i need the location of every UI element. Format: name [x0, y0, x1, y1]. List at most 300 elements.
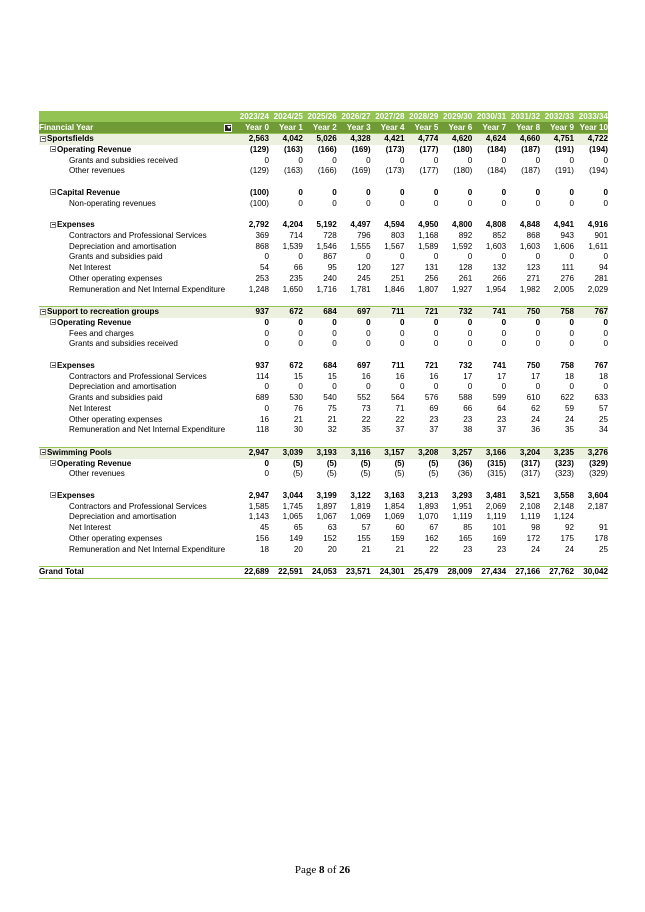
- value-cell: 1,070: [418, 512, 439, 522]
- row-label: Expenses: [57, 220, 95, 229]
- value-cell: (187): [521, 144, 541, 154]
- value-cell: 0: [501, 187, 507, 197]
- row-label-cell: [39, 545, 235, 556]
- value-cell: 162: [424, 533, 439, 543]
- value-cell: 18: [259, 544, 269, 554]
- value-cell: 697: [337, 307, 371, 318]
- financial-table: [39, 111, 608, 579]
- value-cell: 0: [264, 469, 269, 479]
- spacer-cell: [39, 209, 608, 220]
- value-cell: 37: [395, 425, 405, 435]
- header-year-cell: 2026/27: [337, 111, 371, 122]
- value-cell: 3,039: [269, 447, 303, 458]
- value-cell: 1,124: [553, 512, 574, 522]
- value-cell: 369: [255, 230, 269, 240]
- row-label: Remuneration and Net Internal Expenditure: [69, 284, 226, 294]
- value-cell: 1,951: [452, 501, 473, 511]
- value-cell: (5): [292, 458, 303, 468]
- value-cell: (191): [555, 166, 574, 176]
- value-cell: 732: [438, 307, 472, 318]
- value-cell: 1,781: [350, 284, 371, 294]
- value-cell: 3,235: [540, 447, 574, 458]
- value-cell: 24,301: [371, 567, 405, 579]
- collapse-toggle-icon[interactable]: [50, 146, 56, 152]
- value-cell: 2,563: [235, 134, 269, 145]
- value-cell: (100): [250, 187, 269, 197]
- row-label-cell: [39, 523, 235, 534]
- value-cell: 564: [391, 393, 405, 402]
- value-cell: 4,594: [384, 220, 405, 229]
- value-cell: 633: [594, 393, 608, 402]
- value-cell: 0: [366, 328, 371, 338]
- value-cell: 17: [497, 371, 507, 381]
- row-label: Net Interest: [69, 523, 111, 532]
- value-cell: (180): [453, 144, 473, 154]
- row-label-cell: [39, 134, 235, 145]
- value-cell: 21: [293, 414, 303, 424]
- row-label: Depreciation and amortisation: [69, 512, 177, 522]
- value-cell: 256: [424, 273, 439, 283]
- header-period-cell: Year 5: [405, 122, 439, 134]
- value-cell: 0: [569, 155, 574, 165]
- grand-total-row: [39, 567, 608, 579]
- row-label-cell: [39, 274, 235, 285]
- value-cell: 120: [357, 263, 371, 272]
- value-cell: 22,689: [235, 567, 269, 579]
- value-cell: 35: [564, 425, 574, 435]
- value-cell: 3,521: [519, 490, 541, 500]
- value-cell: 0: [467, 252, 473, 262]
- value-cell: (329): [589, 458, 608, 468]
- value-cell: 803: [391, 230, 405, 240]
- row-label-cell: [39, 145, 235, 156]
- table-row: [39, 329, 608, 340]
- value-cell: 73: [361, 403, 371, 413]
- value-cell: 1,119: [486, 512, 507, 522]
- value-cell: 3,604: [587, 490, 608, 500]
- value-cell: 758: [560, 360, 574, 370]
- value-cell: 65: [293, 523, 303, 532]
- value-cell: 2,792: [248, 220, 269, 229]
- value-cell: (184): [487, 144, 507, 154]
- row-label-cell: [39, 318, 235, 329]
- value-cell: 758: [540, 307, 574, 318]
- value-cell: 37: [497, 425, 507, 435]
- value-cell: 4,620: [438, 134, 472, 145]
- collapse-toggle-icon[interactable]: [50, 319, 56, 325]
- table-row: [39, 415, 608, 426]
- collapse-toggle-icon[interactable]: [50, 362, 56, 368]
- value-cell: 27,434: [472, 567, 506, 579]
- value-cell: 4,421: [371, 134, 405, 145]
- value-cell: 3,199: [316, 490, 337, 500]
- table-row: [39, 502, 608, 513]
- table-row: [39, 166, 608, 177]
- row-label-cell: [39, 242, 235, 253]
- value-cell: 4,722: [574, 134, 608, 145]
- header-year-row: [39, 111, 608, 122]
- row-label: Remuneration and Net Internal Expenditure: [69, 544, 226, 554]
- value-cell: 0: [400, 252, 405, 262]
- value-cell: 1,119: [452, 512, 473, 522]
- value-cell: 0: [264, 458, 269, 468]
- collapse-toggle-icon[interactable]: [50, 189, 56, 195]
- spacer-cell: [39, 350, 608, 361]
- value-cell: 0: [366, 252, 371, 262]
- value-cell: 4,660: [506, 134, 540, 145]
- value-cell: 3,208: [405, 447, 439, 458]
- value-cell: 3,193: [303, 447, 337, 458]
- value-cell: (5): [394, 469, 405, 479]
- value-cell: (177): [419, 166, 439, 176]
- value-cell: 796: [357, 230, 371, 240]
- value-cell: 152: [323, 533, 337, 543]
- value-cell: 3,122: [350, 490, 371, 500]
- value-cell: 27,166: [506, 567, 540, 579]
- value-cell: 697: [357, 360, 371, 370]
- value-cell: 131: [424, 263, 439, 272]
- value-cell: (100): [250, 198, 269, 208]
- row-label-cell: [39, 502, 235, 513]
- value-cell: 0: [366, 187, 371, 197]
- value-cell: 1,954: [485, 284, 507, 294]
- section-row: [39, 134, 608, 145]
- row-label: Expenses: [57, 360, 95, 370]
- value-cell: 38: [463, 425, 473, 435]
- value-cell: 0: [569, 339, 574, 349]
- row-label: Net Interest: [69, 263, 111, 272]
- value-cell: 711: [371, 307, 405, 318]
- value-cell: 1,546: [316, 241, 337, 251]
- value-cell: 1,069: [350, 512, 371, 522]
- value-cell: 0: [264, 155, 269, 165]
- value-cell: 530: [289, 393, 303, 402]
- row-label-cell: [39, 393, 235, 404]
- value-cell: 59: [564, 403, 574, 413]
- value-cell: 0: [433, 187, 439, 197]
- value-cell: 123: [526, 263, 541, 272]
- value-cell: 0: [433, 198, 439, 208]
- spacer-cell: [39, 295, 608, 306]
- value-cell: 0: [501, 198, 507, 208]
- value-cell: 0: [535, 155, 541, 165]
- value-cell: 0: [603, 339, 608, 349]
- page-total: 26: [339, 864, 351, 876]
- value-cell: 0: [400, 198, 405, 208]
- value-cell: 1,143: [248, 512, 269, 522]
- value-cell: 0: [400, 382, 405, 392]
- row-label: Other revenues: [69, 166, 125, 176]
- value-cell: 3,558: [553, 490, 574, 500]
- value-cell: 0: [603, 328, 608, 338]
- row-label: Grants and subsidies received: [69, 155, 178, 165]
- value-cell: 127: [391, 263, 405, 272]
- value-cell: 98: [531, 523, 541, 532]
- value-cell: 64: [497, 403, 507, 413]
- value-cell: 91: [598, 523, 608, 532]
- value-cell: 0: [400, 317, 405, 327]
- value-cell: 17: [463, 371, 473, 381]
- value-cell: 4,916: [587, 220, 608, 229]
- header-period-cell: Year 1: [269, 122, 303, 134]
- value-cell: 552: [357, 393, 371, 402]
- value-cell: 62: [531, 403, 541, 413]
- value-cell: 0: [264, 403, 269, 413]
- value-cell: (169): [351, 166, 371, 176]
- row-label: Fees and charges: [69, 328, 134, 338]
- value-cell: 0: [467, 317, 473, 327]
- value-cell: 0: [535, 339, 541, 349]
- value-cell: 1,065: [282, 512, 303, 522]
- value-cell: 728: [323, 230, 337, 240]
- value-cell: 4,042: [269, 134, 303, 145]
- value-cell: 20: [293, 544, 303, 554]
- value-cell: 71: [395, 403, 405, 413]
- table-row: [39, 263, 608, 274]
- value-cell: 25,479: [405, 567, 439, 579]
- row-label-cell: [39, 361, 235, 372]
- subgroup-row: [39, 491, 608, 502]
- row-label: Support to recreation groups: [47, 307, 159, 316]
- value-cell: 4,774: [405, 134, 439, 145]
- value-cell: (166): [317, 166, 337, 176]
- spacer-cell: [39, 555, 608, 566]
- value-cell: 3,213: [418, 490, 439, 500]
- subgroup-row: [39, 459, 608, 470]
- spacer-row: [39, 177, 608, 188]
- spacer-row: [39, 555, 608, 566]
- row-label: Sportsfields: [47, 134, 94, 143]
- value-cell: 750: [506, 307, 540, 318]
- value-cell: 0: [603, 317, 608, 327]
- collapse-toggle-icon[interactable]: [50, 222, 56, 228]
- value-cell: 1,248: [248, 284, 269, 294]
- value-cell: 1,854: [384, 501, 405, 511]
- value-cell: 0: [569, 317, 574, 327]
- value-cell: 3,257: [438, 447, 472, 458]
- value-cell: 0: [264, 317, 269, 327]
- value-cell: 66: [293, 263, 303, 272]
- header-blank-cell: [39, 111, 235, 122]
- value-cell: 57: [361, 523, 371, 532]
- value-cell: 4,497: [350, 220, 371, 229]
- row-label-cell: [39, 491, 235, 502]
- value-cell: 937: [235, 307, 269, 318]
- row-label: Grants and subsidies paid: [69, 252, 163, 262]
- value-cell: 732: [458, 360, 473, 370]
- row-label: Operating Revenue: [57, 144, 132, 154]
- header-period-cell: Year 7: [472, 122, 506, 134]
- row-label: Swimming Pools: [47, 447, 112, 457]
- subgroup-row: [39, 145, 608, 156]
- row-label-cell: [39, 199, 235, 210]
- value-cell: 0: [332, 317, 337, 327]
- header-period-cell: Year 8: [506, 122, 540, 134]
- value-cell: 937: [255, 360, 269, 370]
- value-cell: 1,716: [316, 284, 337, 294]
- collapse-toggle-icon[interactable]: [50, 460, 56, 466]
- value-cell: 21: [395, 544, 405, 554]
- value-cell: 23: [463, 414, 473, 424]
- row-label-cell: [39, 447, 235, 458]
- row-label-cell: [39, 512, 235, 523]
- collapse-toggle-icon[interactable]: [50, 492, 56, 498]
- value-cell: 128: [458, 263, 473, 272]
- value-cell: 0: [298, 328, 303, 338]
- value-cell: 0: [535, 252, 541, 262]
- value-cell: 22: [395, 414, 405, 424]
- value-cell: (173): [385, 144, 405, 154]
- value-cell: 111: [561, 263, 574, 272]
- collapse-toggle-icon[interactable]: [40, 136, 46, 142]
- value-cell: 0: [603, 252, 608, 262]
- value-cell: (5): [360, 458, 371, 468]
- value-cell: 1,168: [418, 230, 439, 240]
- value-cell: 4,950: [418, 220, 439, 229]
- value-cell: 0: [298, 339, 303, 349]
- value-cell: 892: [458, 230, 473, 240]
- value-cell: 0: [569, 328, 574, 338]
- value-cell: 0: [603, 198, 608, 208]
- value-cell: 0: [298, 155, 303, 165]
- value-cell: (36): [457, 458, 473, 468]
- table-row: [39, 231, 608, 242]
- value-cell: (163): [283, 144, 303, 154]
- value-cell: 22,591: [269, 567, 303, 579]
- value-cell: 28,009: [438, 567, 472, 579]
- value-cell: 0: [366, 339, 371, 349]
- value-cell: 3,044: [282, 490, 303, 500]
- value-cell: 1,982: [519, 284, 541, 294]
- header-year-cell: 2029/30: [438, 111, 472, 122]
- table-row: [39, 523, 608, 534]
- value-cell: 0: [332, 187, 337, 197]
- value-cell: 57: [598, 403, 608, 413]
- value-cell: 3,204: [506, 447, 540, 458]
- page-footer: [0, 864, 645, 876]
- value-cell: 266: [492, 273, 507, 283]
- row-label: Other operating expenses: [69, 414, 163, 424]
- table-row: [39, 382, 608, 393]
- row-label-cell: [39, 188, 235, 199]
- value-cell: 0: [298, 252, 303, 262]
- value-cell: 67: [429, 523, 439, 532]
- value-cell: (184): [487, 166, 507, 176]
- row-label-cell: [39, 231, 235, 242]
- row-label-cell: [39, 339, 235, 350]
- row-label-cell: [39, 220, 235, 231]
- value-cell: 178: [594, 533, 608, 543]
- value-cell: 0: [535, 187, 541, 197]
- table-row: [39, 242, 608, 253]
- value-cell: 23: [497, 414, 507, 424]
- table-row: [39, 469, 608, 480]
- value-cell: 0: [569, 187, 574, 197]
- header-period-cell: Year 9: [540, 122, 574, 134]
- value-cell: 1,585: [248, 501, 269, 511]
- value-cell: 0: [298, 187, 303, 197]
- value-cell: 114: [256, 371, 269, 381]
- value-cell: 5,192: [316, 220, 337, 229]
- value-cell: 0: [501, 382, 507, 392]
- value-cell: 852: [492, 230, 507, 240]
- row-label: Other revenues: [69, 469, 125, 479]
- value-cell: 1,119: [520, 512, 541, 522]
- value-cell: (5): [326, 469, 337, 479]
- value-cell: (5): [394, 458, 405, 468]
- value-cell: 943: [560, 230, 574, 240]
- value-cell: 0: [467, 198, 473, 208]
- row-label-cell: [39, 534, 235, 545]
- value-cell: (163): [283, 166, 303, 176]
- value-cell: 60: [395, 523, 405, 532]
- value-cell: 0: [501, 155, 507, 165]
- value-cell: 23: [463, 544, 473, 554]
- value-cell: 0: [603, 187, 608, 197]
- header-period-cell: Year 4: [371, 122, 405, 134]
- value-cell: 0: [535, 382, 541, 392]
- value-cell: 1,611: [588, 241, 608, 251]
- row-label: Net Interest: [69, 403, 111, 413]
- value-cell: (5): [326, 458, 337, 468]
- value-cell: 1,555: [350, 241, 371, 251]
- spacer-row: [39, 295, 608, 306]
- row-label: Depreciation and amortisation: [69, 382, 177, 392]
- value-cell: 155: [357, 533, 371, 543]
- value-cell: 0: [467, 187, 473, 197]
- collapse-toggle-icon[interactable]: [40, 449, 46, 455]
- value-cell: 1,927: [452, 284, 473, 294]
- page-prefix: Page: [294, 864, 319, 876]
- value-cell: 0: [298, 317, 303, 327]
- value-cell: 0: [501, 317, 507, 327]
- value-cell: 0: [366, 382, 371, 392]
- value-cell: 54: [259, 263, 269, 272]
- row-label: Expenses: [57, 490, 95, 500]
- value-cell: 0: [467, 328, 473, 338]
- value-cell: 32: [327, 425, 337, 435]
- table-row: [39, 372, 608, 383]
- value-cell: 0: [298, 382, 303, 392]
- filter-dropdown-icon[interactable]: [224, 124, 232, 132]
- value-cell: 94: [598, 263, 608, 272]
- value-cell: 24,053: [303, 567, 337, 579]
- value-cell: (329): [589, 469, 608, 479]
- value-cell: 271: [526, 273, 541, 283]
- value-cell: 76: [293, 403, 303, 413]
- row-label: Operating Revenue: [57, 317, 132, 327]
- collapse-toggle-icon[interactable]: [40, 309, 46, 315]
- value-cell: 1,589: [418, 241, 439, 251]
- value-cell: 0: [332, 198, 337, 208]
- value-cell: (323): [555, 469, 574, 479]
- value-cell: 622: [560, 393, 574, 402]
- row-label-cell: [39, 307, 235, 318]
- value-cell: (129): [250, 144, 269, 154]
- value-cell: 1,606: [553, 241, 574, 251]
- value-cell: 672: [289, 360, 303, 370]
- value-cell: 3,276: [574, 447, 608, 458]
- value-cell: 1,592: [452, 241, 473, 251]
- value-cell: (323): [555, 458, 574, 468]
- header-year-cell: 2031/32: [506, 111, 540, 122]
- value-cell: 169: [492, 533, 507, 543]
- value-cell: (317): [521, 469, 541, 479]
- value-cell: 0: [400, 328, 405, 338]
- value-cell: 1,069: [384, 512, 405, 522]
- value-cell: 1,846: [384, 284, 405, 294]
- value-cell: 63: [327, 523, 337, 532]
